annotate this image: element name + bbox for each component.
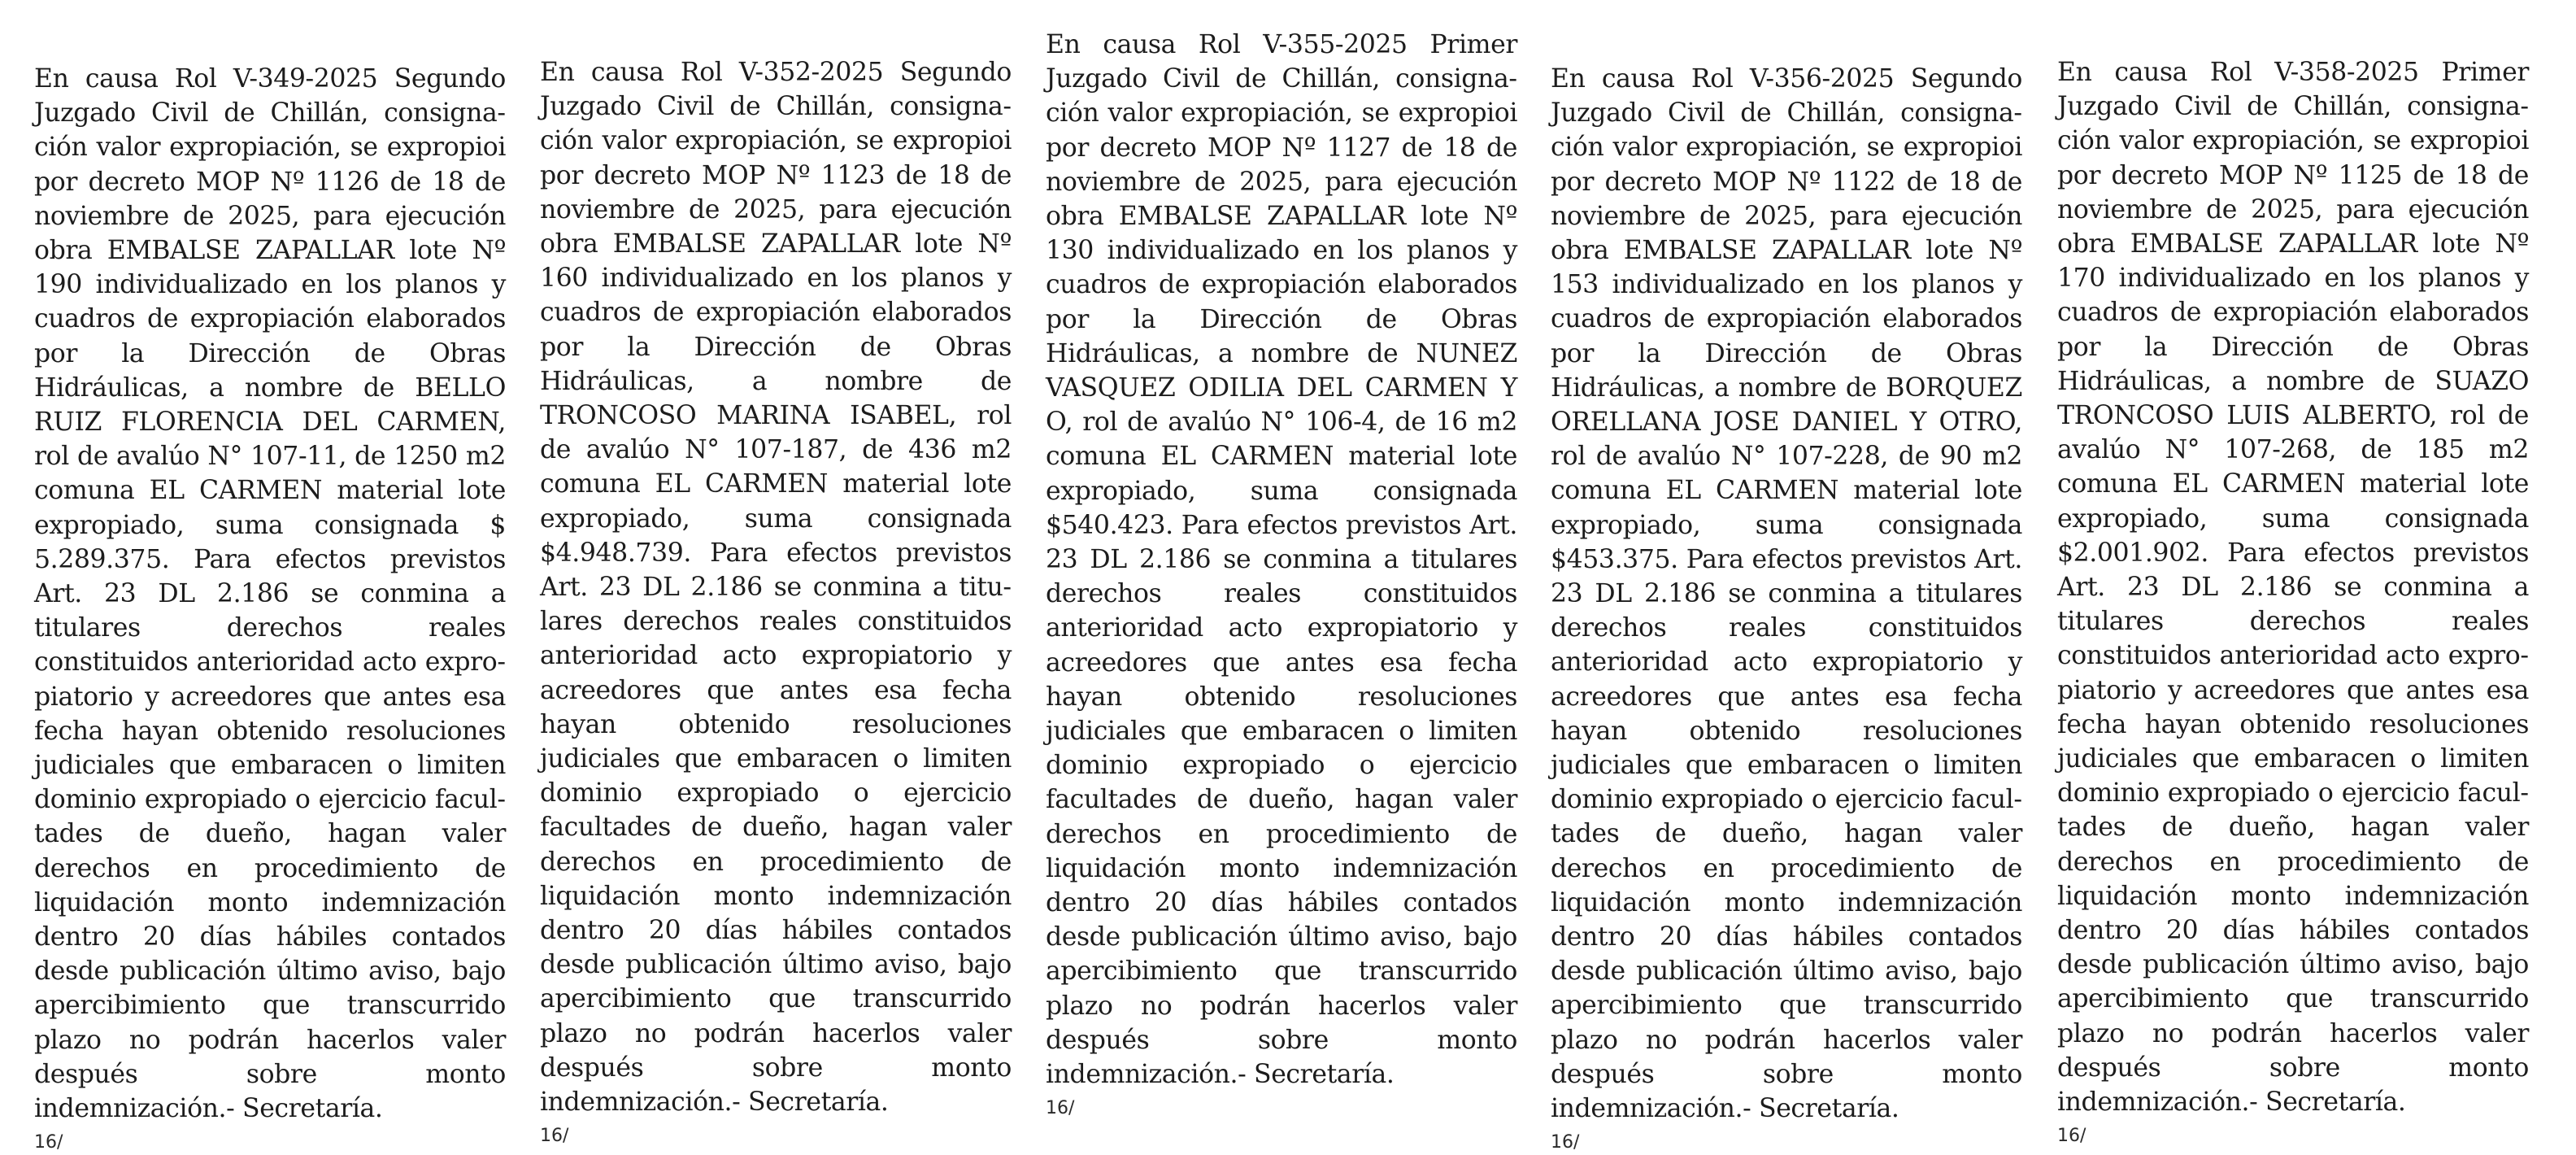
notice-column-4 bbox=[1551, 62, 2022, 1155]
notice-footer: 16/ bbox=[2057, 1126, 2086, 1147]
notice-column-5 bbox=[2057, 55, 2529, 1148]
notice-body: En causa Rol V-355-2025 Primer Juzgado Civil de Chillán, consignación valor expropiación, se expropioi por decreto MOP Nº 1127 de 18 de noviembre de 2025, para ejecución obra EMBALSE ZAPALLAR lote Nº 130 individualizado en los planos y cuadros de expropiación elaborados por la Dirección de Obras Hidráulicas, a nombre de NUNEZ VASQUEZ ODILIA DEL CARMEN Y O, rol de avalúo N° 106-4, de 16 m2 comuna EL CARMEN material lote expropiado, suma consignada $540.423. Para efectos previstos Art. 23 DL 2.186 se conmina a titulares derechos reales constituidos anterioridad acto expropiatorio y acreedores que antes esa fecha hayan obtenido resoluciones judiciales que embaracen o limiten dominio expropiado o ejercicio facultades de dueño, hagan valer derechos en procedimiento de liquidación monto indemnización dentro 20 días hábiles contados desde publicación último aviso, bajo apercibimiento que transcurrido plazo no podrán hacerlos valer después sobre monto indemnización.- Secretaría. bbox=[1046, 30, 1517, 1090]
notice-body: En causa Rol V-352-2025 Segundo Juzgado Civil de Chillán, consignación valor expropiación, se expropioi por decreto MOP Nº 1123 de 18 de noviembre de 2025, para ejecución obra EMBALSE ZAPALLAR lote Nº 160 individualizado en los planos y cuadros de expropiación elaborados por la Dirección de Obras Hidráulicas, a nombre de TRONCOSO MARINA ISABEL, rol de avalúo N° 107-187, de 436 m2 comuna EL CARMEN material lote expropiado, suma consignada $4.948.739. Para efectos previstos Art. 23 DL 2.186 se conmina a titulares derechos reales constituidos anterioridad acto expropiatorio y acreedores que antes esa fecha hayan obtenido resoluciones judiciales que embaracen o limiten dominio expropiado o ejercicio facultades de dueño, hagan valer derechos en procedimiento de liquidación monto indemnización dentro 20 días hábiles contados desde publicación último aviso, bajo apercibimiento que transcurrido plazo no podrán hacerlos valer después sobre monto indemnización.- Secretaría. bbox=[540, 58, 1012, 1118]
notice-column-1 bbox=[34, 62, 506, 1155]
notice-footer: 16/ bbox=[1046, 1098, 1075, 1119]
notice-body: En causa Rol V-358-2025 Primer Juzgado Civil de Chillán, consignación valor expropiación, se expropioi por decreto MOP Nº 1125 de 18 de noviembre de 2025, para ejecución obra EMBALSE ZAPALLAR lote Nº 170 individualizado en los planos y cuadros de expropiación elaborados por la Dirección de Obras Hidráulicas, a nombre de SUAZO TRONCOSO LUIS ALBERTO, rol de avalúo N° 107-268, de 185 m2 comuna EL CARMEN material lote expropiado, suma consignada $2.001.902. Para efectos previstos Art. 23 DL 2.186 se conmina a titulares derechos reales constituidos anterioridad acto expropiatorio y acreedores que antes esa fecha hayan obtenido resoluciones judiciales que embaracen o limiten dominio expropiado o ejercicio facultades de dueño, hagan valer derechos en procedimiento de liquidación monto indemnización dentro 20 días hábiles contados desde publicación último aviso, bajo apercibimiento que transcurrido plazo no podrán hacerlos valer después sobre monto indemnización.- Secretaría. bbox=[2057, 58, 2529, 1118]
notice-body: En causa Rol V-356-2025 Segundo Juzgado Civil de Chillán, consignación valor expropiación, se expropioi por decreto MOP Nº 1122 de 18 de noviembre de 2025, para ejecución obra EMBALSE ZAPALLAR lote Nº 153 individualizado en los planos y cuadros de expropiación elaborados por la Dirección de Obras Hidráulicas, a nombre de BORQUEZ ORELLANA JOSE DANIEL Y OTRO, rol de avalúo N° 107-228, de 90 m2 comuna EL CARMEN material lote expropiado, suma consignada $453.375. Para efectos previstos Art. 23 DL 2.186 se conmina a titulares derechos reales constituidos anterioridad acto expropiatorio y acreedores que antes esa fecha hayan obtenido resoluciones judiciales que embaracen o limiten dominio expropiado o ejercicio facultades de dueño, hagan valer derechos en procedimiento de liquidación monto indemnización dentro 20 días hábiles contados desde publicación último aviso, bajo apercibimiento que transcurrido plazo no podrán hacerlos valer después sobre monto indemnización.- Secretaría. bbox=[1551, 64, 2022, 1124]
notice-footer: 16/ bbox=[540, 1126, 569, 1147]
notice-footer: 16/ bbox=[34, 1132, 63, 1153]
notice-body: En causa Rol V-349-2025 Segundo Juzgado Civil de Chillán, consignación valor expropiación, se expropioi por decreto MOP Nº 1126 de 18 de noviembre de 2025, para ejecución obra EMBALSE ZAPALLAR lote Nº 190 individualizado en los planos y cuadros de expropiación elaborados por la Dirección de Obras Hidráulicas, a nombre de BELLO RUIZ FLORENCIA DEL CARMEN, rol de avalúo N° 107-11, de 1250 m2 comuna EL CARMEN material lote expropiado, suma consignada $ 5.289.375. Para efectos previstos Art. 23 DL 2.186 se conmina a titulares derechos reales constituidos anterioridad acto expropiatorio y acreedores que antes esa fecha hayan obtenido resoluciones judiciales que embaracen o limiten dominio expropiado o ejercicio facultades de dueño, hagan valer derechos en procedimiento de liquidación monto indemnización dentro 20 días hábiles contados desde publicación último aviso, bajo apercibimiento que transcurrido plazo no podrán hacerlos valer después sobre monto indemnización.- Secretaría. bbox=[34, 64, 506, 1124]
notice-column-2 bbox=[540, 55, 1012, 1148]
notice-column-3 bbox=[1046, 28, 1517, 1121]
notice-footer: 16/ bbox=[1551, 1132, 1580, 1153]
